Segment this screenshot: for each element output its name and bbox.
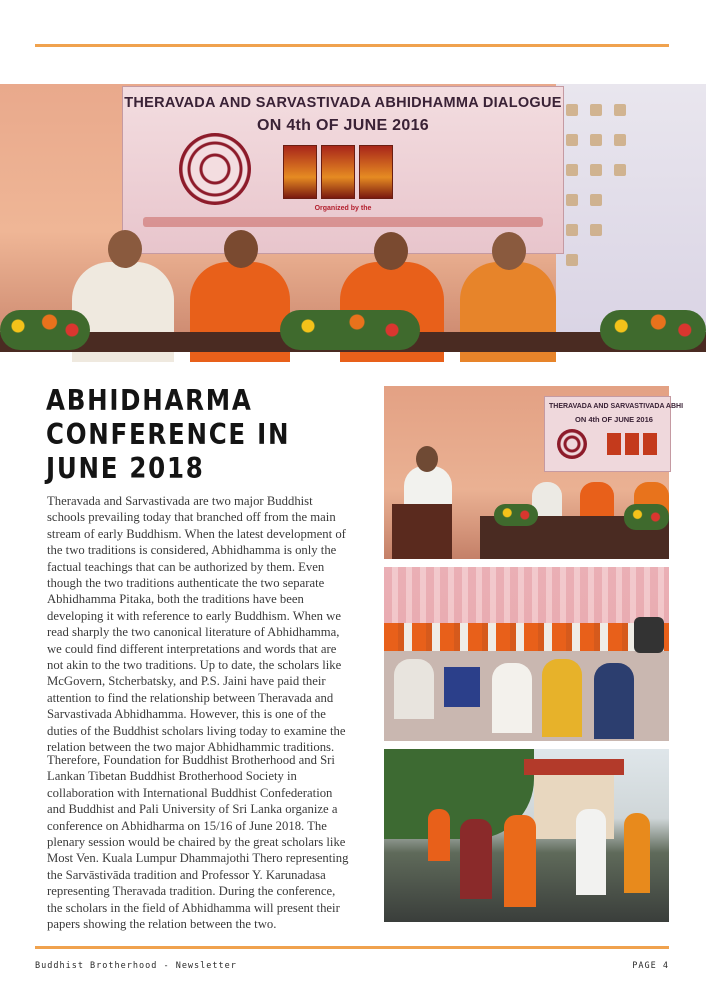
banner-title: THERAVADA AND SARVASTIVADA ABHIDHAMMA DIALOGUE (124, 95, 562, 111)
buddha-image-icon (359, 145, 393, 199)
banner-organizer: Organized by the (314, 205, 372, 212)
dharma-wheel-icon (557, 429, 587, 459)
buddha-image-icon (607, 433, 621, 455)
monk (624, 813, 650, 893)
monk-head (374, 232, 408, 270)
photo-banner-date: ON 4th OF JUNE 2016 (575, 415, 653, 424)
attendee (394, 659, 434, 719)
attendee (594, 663, 634, 739)
footer-page-number: PAGE 4 (632, 961, 669, 971)
buddha-image-icon (643, 433, 657, 455)
flower-arrangement (624, 504, 669, 530)
photo-banner-title: THERAVADA AND SARVASTIVADA ABHI (549, 403, 684, 410)
photo-speaker-podium (384, 386, 684, 559)
conference-banner (122, 86, 564, 254)
banner-organizer-line (143, 217, 543, 227)
flower-arrangement (600, 310, 706, 350)
footer-publication: Buddhist Brotherhood - Newsletter (35, 961, 237, 971)
dharma-wheel-icon (179, 133, 251, 205)
monk (460, 819, 492, 899)
monk (504, 815, 536, 907)
buddha-image-icon (321, 145, 355, 199)
speaker-head (416, 446, 438, 472)
monk-head (224, 230, 258, 268)
chair (444, 667, 480, 707)
bottom-divider (35, 946, 669, 949)
audience-row (384, 623, 669, 653)
flower-arrangement (0, 310, 90, 350)
camera-operator (634, 617, 664, 653)
hero-photo (0, 84, 706, 352)
buddha-image-icon (283, 145, 317, 199)
panelist-head (108, 230, 142, 268)
photo-audience (384, 567, 669, 741)
top-divider (35, 44, 669, 47)
photo-banner (544, 396, 684, 472)
photographer (576, 809, 606, 895)
article-title: ABHIDHARMA CONFERENCE IN JUNE 2018 (46, 384, 291, 485)
monk (428, 809, 450, 861)
banner-date: ON 4th OF JUNE 2016 (257, 117, 429, 134)
building-roof (524, 759, 624, 775)
flower-arrangement (280, 310, 420, 350)
attendee (492, 663, 532, 733)
attendee (542, 659, 582, 737)
flower-arrangement (494, 504, 538, 526)
monk-head (492, 232, 526, 270)
article-paragraph: Theravada and Sarvastivada are two major Buddhist schools prevailing today that branched off from the main stream of early Buddhism. When the latest development of the two traditions is considered, Abhidhamma is only the factual teachings that can be authorized by them. Even though the two traditions authenticate the two separate Abhidhamma Pitaka, both the traditions have been developing it with reference to early Buddhism. When we read sharply the two canonical literature of Abhidhamma, we could find different interpretations and words that are not akin to the two traditions. Up to date, the scholars like McGovern, Stcherbatsky, and P.S. Jaini have paid their attention to find the relationship between Theravada and Sarvastivada Abhidhamma. However, this is one of the duties of the Buddhist scholars living today to examine the relation between the two major Abhidhammic traditions. (47, 494, 346, 755)
photo-procession (384, 749, 669, 922)
buddha-image-icon (625, 433, 639, 455)
article-paragraph: Therefore, Foundation for Buddhist Brotherhood and Sri Lankan Tibetan Buddhist Brotherhood Society in collaboration with International Buddhist Confederation and Buddhist and Pali University of Sri Lanka organize a conference on Abhidharma on 15/16 of June 2018. The plenary session would be chaired by the great scholars like Most Ven. Kuala Lumpur Dhammajothi Thero representing the Sarvāstivāda tradition and Professor Y. Karunadasa representing Theravada tradition. During the conference, the scholars in the field of Abhidhamma will present their papers showing the relation between the two. (47, 753, 349, 932)
podium (392, 504, 452, 559)
curtains (384, 567, 669, 627)
